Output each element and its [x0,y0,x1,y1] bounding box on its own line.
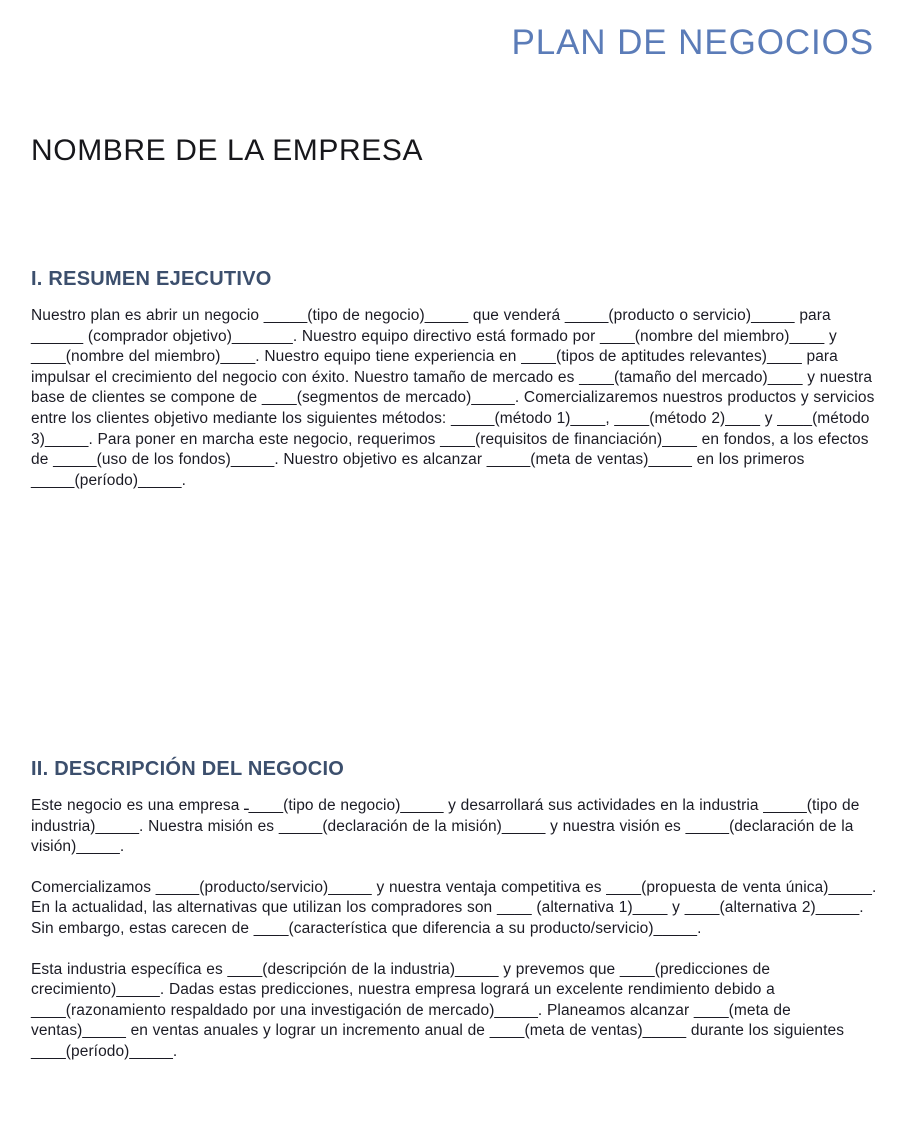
document-header-title: PLAN DE NEGOCIOS [511,23,874,62]
document-running-header [511,22,874,64]
section-paragraph: Esta industria específica es ____(descripción de la industria)_____ y prevemos que ____(predicciones de crecimiento)_____. Dadas estas predicciones, nuestra empresa logrará un excelente rendimiento debido a ____(razonamiento respaldado por una investigación de mercado)_____. Planeamos alcanzar ____(meta de ventas)_____ en ventas anuales y lograr un incremento anual de ____(meta de ventas)_____ durante los siguientes ____(período)_____. [31,960,845,1060]
section-descripcion-del-negocio [31,756,879,1063]
section-paragraph: Nuestro plan es abrir un negocio _____(tipo de negocio)_____ que venderá _____(producto o servicio)_____ para ______ (comprador objetivo)_______. Nuestro equipo directivo está formado por ____(nombre del miembro)____ y ____(nombre del miembro)____. Nuestro equipo tiene experiencia en ____(tipos de aptitudes relevantes)____ para impulsar el crecimiento del negocio con éxito. Nuestro tamaño de mercado es ____(tamaño del mercado)____ y nuestra base de clientes se compone de ____(segmentos de mercado)_____. Comercializaremos nuestros productos y servicios entre los clientes objetivo mediante los siguientes métodos: _____(método 1)____, ____(método 2)____ y ____(método 3)_____. Para poner en marcha este negocio, requerimos ____(requisitos de financiación)____ en fondos, a los efectos de _____(uso de los fondos)_____. Nuestro objetivo es alcanzar _____(meta de ventas)_____ en los primeros _____(período)_____. [31,307,875,489]
section-resumen-ejecutivo [31,266,879,491]
section-heading-descripcion-del-negocio: II. DESCRIPCIÓN DEL NEGOCIO [31,758,345,780]
company-name-title: NOMBRE DE LA EMPRESA [31,134,424,167]
section-heading-resumen-ejecutivo: I. RESUMEN EJECUTIVO [31,268,272,290]
section-paragraph: Este negocio es una empresa ـ____(tipo de negocio)_____ y desarrollará sus actividades en la industria _____(tipo de industria)_____. Nuestra misión es _____(declaración de la misión)_____ y nuestra visión es _____(declaración de la visión)_____. [31,797,860,856]
section-paragraph: Comercializamos _____(producto/servicio)_____ y nuestra ventaja competitiva es ____(propuesta de venta única)_____. En la actualidad, las alternativas que utilizan los compradores son ____ (alternativa 1)____ y ____(alternativa 2)_____. Sin embargo, estas carecen de ____(característica que diferencia a su producto/servicio)_____. [31,878,877,937]
